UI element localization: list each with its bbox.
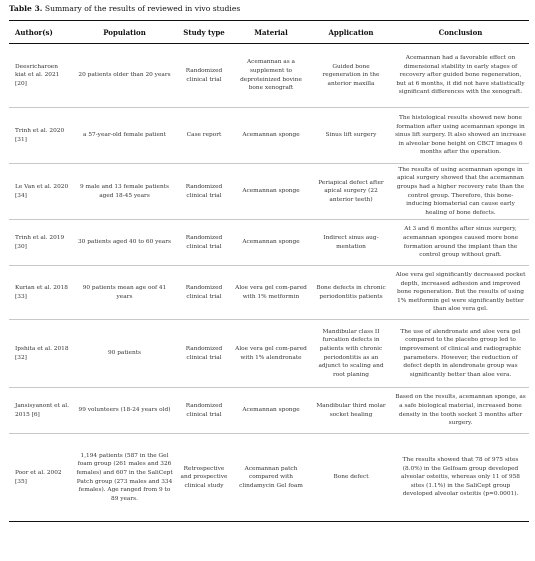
cell-author: Jansisyanont et al. 2015 [6] bbox=[9, 388, 73, 434]
cell-author: Ipshita et al. 2018 [32] bbox=[9, 320, 73, 388]
cell-application: Sinus lift surgery bbox=[310, 108, 392, 164]
table-row bbox=[9, 320, 529, 388]
cell-material: Acemannan as a supplement to deproteinized bovine bone xenograft bbox=[232, 44, 310, 108]
cell-population: 90 patients bbox=[73, 320, 176, 388]
cell-population: 20 patients older than 20 years bbox=[73, 44, 176, 108]
cell-author: Le Van et al. 2020 [34] bbox=[9, 164, 73, 220]
cell-application: Bone defects in chronic periodontitis patients bbox=[310, 266, 392, 320]
table-row bbox=[9, 44, 529, 108]
cell-author: Poor et al. 2002 [35] bbox=[9, 434, 73, 522]
table-row bbox=[9, 164, 529, 220]
cell-study-type: Retrospective and prospective clinical study bbox=[176, 434, 232, 522]
cell-material: Aloe vera gel com-pared with 1% metformin bbox=[232, 266, 310, 320]
cell-author: Deesricharoen kiat et al. 2021 [20] bbox=[9, 44, 73, 108]
cell-application: Periapical defect after apical surgery (22 anterior teeth) bbox=[310, 164, 392, 220]
cell-conclusion: Acemannan had a favorable effect on dimensional stability in early stages of recovery after guided bone regeneration, but at 6 months, it did not have statistically significant differences with the xenograft. bbox=[392, 44, 529, 108]
cell-material: Acemannan sponge bbox=[232, 108, 310, 164]
cell-conclusion: The use of alendronate and aloe vera gel compared to the placebo group led to improvement of clinical and radiographic parameters. However, the reduction of defect depth in alendronate group was significantly better than aloe vera. bbox=[392, 320, 529, 388]
cell-population: 9 male and 13 female patients aged 18-45 years bbox=[73, 164, 176, 220]
table-row bbox=[9, 108, 529, 164]
header-conclusion: Conclusion bbox=[392, 21, 529, 44]
cell-application: Indirect sinus aug-mentation bbox=[310, 220, 392, 266]
table-label: Table 3. bbox=[9, 4, 43, 13]
cell-study-type: Case report bbox=[176, 108, 232, 164]
cell-population: a 57-year-old female patient bbox=[73, 108, 176, 164]
cell-conclusion: Based on the results, acemannan sponge, as a safe biological material, increased bone density in the tooth socket 3 months after surgery. bbox=[392, 388, 529, 434]
cell-material: Acemannan sponge bbox=[232, 220, 310, 266]
header-material: Material bbox=[232, 21, 310, 44]
cell-author: Trinh et al. 2020 [31] bbox=[9, 108, 73, 164]
cell-material: Acemannan patch compared with clindamycin Gel foam bbox=[232, 434, 310, 522]
header-application: Application bbox=[310, 21, 392, 44]
cell-study-type: Randomized clinical trial bbox=[176, 164, 232, 220]
table-row bbox=[9, 388, 529, 434]
header-study-type: Study type bbox=[176, 21, 232, 44]
table-row bbox=[9, 266, 529, 320]
header-author: Author(s) bbox=[9, 21, 73, 44]
header-population: Population bbox=[73, 21, 176, 44]
cell-study-type: Randomized clinical trial bbox=[176, 44, 232, 108]
cell-study-type: Randomized clinical trial bbox=[176, 220, 232, 266]
cell-conclusion: The results of using acemannan sponge in apical surgery showed that the acemannan groups had a higher recovery rate than the control group. Therefore, this bone-inducing biomaterial can cause early healing of bone defects. bbox=[392, 164, 529, 220]
cell-material: Aloe vera gel com-pared with 1% alendronate bbox=[232, 320, 310, 388]
cell-conclusion: The results showed that 78 of 975 sites (8.0%) in the Gelfoam group developed alveolar osteitis, whereas only 11 of 958 sites (1.1%) in the SaliCept group developed alveolar osteitis (p=0.0001). bbox=[392, 434, 529, 522]
cell-material: Acemannan sponge bbox=[232, 388, 310, 434]
summary-table bbox=[9, 20, 529, 522]
cell-conclusion: At 3 and 6 months after sinus surgery, acemannan sponges caused more bone formation around the implant than the control group without graft. bbox=[392, 220, 529, 266]
cell-study-type: Randomized clinical trial bbox=[176, 266, 232, 320]
cell-author: Trinh et al. 2019 [30] bbox=[9, 220, 73, 266]
table-row bbox=[9, 434, 529, 522]
table-header-row bbox=[9, 21, 529, 44]
cell-population: 90 patients mean age oof 41 years bbox=[73, 266, 176, 320]
cell-population: 1,194 patients (587 in the Gel foam group (261 males and 326 females) and 607 in the SaliCept Patch group (273 males and 334 females). Age ranged from 9 to 89 years. bbox=[73, 434, 176, 522]
cell-material: Acemannan sponge bbox=[232, 164, 310, 220]
cell-application: Mandibular third molar socket healing bbox=[310, 388, 392, 434]
cell-author: Kurian et al. 2018 [33] bbox=[9, 266, 73, 320]
table-title: Summary of the results of reviewed in vivo studies bbox=[42, 4, 241, 13]
cell-application: Guided bone regeneration in the anterior maxilla bbox=[310, 44, 392, 108]
cell-conclusion: The histological results showed new bone formation after using acemannan sponge in sinus lift surgery. It also showed an increase in alveolar bone height on CBCT images 6 months after the operation. bbox=[392, 108, 529, 164]
cell-study-type: Randomized clinical trial bbox=[176, 388, 232, 434]
cell-conclusion: Aloe vera gel significantly decreased pocket depth, increased adhesion and improved bone regeneration. But the results of using 1% metformin gel were significantly better than aloe vera gel. bbox=[392, 266, 529, 320]
table-row bbox=[9, 220, 529, 266]
cell-study-type: Randomized clinical trial bbox=[176, 320, 232, 388]
cell-population: 99 volunteers (18-24 years old) bbox=[73, 388, 176, 434]
cell-application: Mandibular class II furcation defects in patients with chronic periodontitis as an adjunct to scaling and root planing bbox=[310, 320, 392, 388]
cell-application: Bone defect bbox=[310, 434, 392, 522]
table-caption bbox=[9, 4, 529, 14]
cell-population: 30 patients aged 40 to 60 years bbox=[73, 220, 176, 266]
